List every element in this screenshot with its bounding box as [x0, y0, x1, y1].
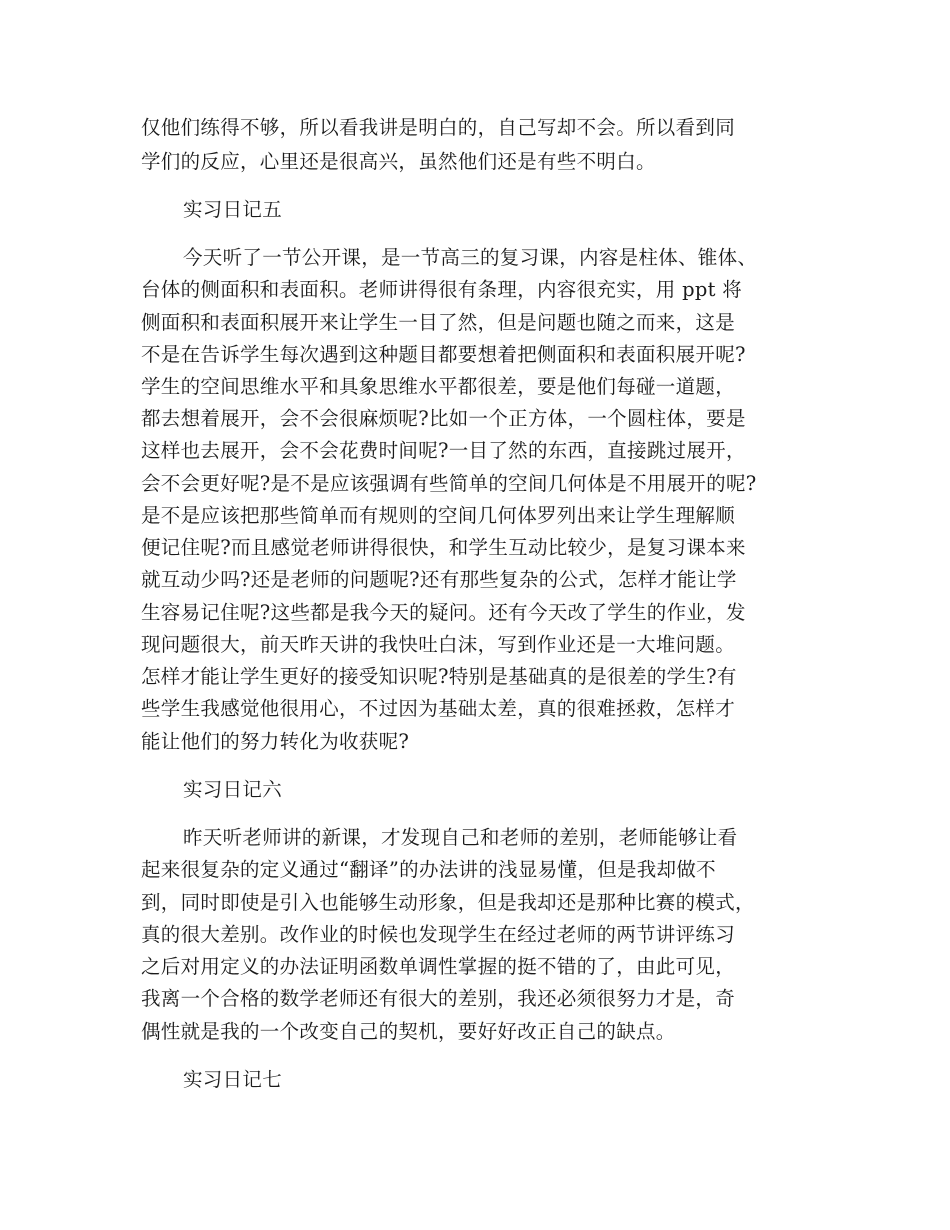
section-heading: 实习日记六 [183, 778, 283, 801]
text-line: 会不会更好呢?是不是应该强调有些简单的空间几何体是不用展开的呢? [141, 472, 757, 495]
text-line: 台体的侧面积和表面积。老师讲得很有条理，内容很充实，用 ppt 将 [141, 278, 743, 301]
text-line: 些学生我感觉他很用心，不过因为基础太差，真的很难拯救，怎样才 [141, 697, 736, 720]
text-line: 便记住呢?而且感觉老师讲得很快，和学生互动比较少，是复习课本来 [141, 536, 746, 559]
text-line: 不是在告诉学生每次遇到这种题目都要想着把侧面积和表面积展开呢? [141, 343, 746, 366]
text-line: 仅他们练得不够，所以看我讲是明白的，自己写却不会。所以看到同 [141, 116, 736, 139]
section-heading: 实习日记七 [183, 1068, 283, 1091]
text-line: 偶性就是我的一个改变自己的契机，要好好改正自己的缺点。 [141, 1020, 676, 1043]
text-line: 怎样才能让学生更好的接受知识呢?特别是基础真的是很差的学生?有 [141, 665, 737, 688]
text-line: 今天听了一节公开课，是一节高三的复习课，内容是柱体、锥体、 [183, 246, 758, 269]
section-heading: 实习日记五 [183, 198, 283, 221]
text-line: 之后对用定义的办法证明函数单调性掌握的挺不错的了，由此可见， [141, 955, 736, 978]
text-line: 真的很大差别。改作业的时候也发现学生在经过老师的两节讲评练习 [141, 923, 736, 946]
text-line: 侧面积和表面积展开来让学生一目了然，但是问题也随之而来，这是 [141, 311, 736, 334]
text-line: 学生的空间思维水平和具象思维水平都很差，要是他们每碰一道题， [141, 375, 736, 398]
text-line: 起来很复杂的定义通过“翻译”的办法讲的浅显易懂，但是我却做不 [141, 858, 716, 881]
text-line: 到，同时即使是引入也能够生动形象，但是我却还是那种比赛的模式， [141, 891, 755, 914]
text-line: 现问题很大，前天昨天讲的我快吐白沫，写到作业还是一大堆问题。 [141, 633, 736, 656]
text-line: 我离一个合格的数学老师还有很大的差别，我还必须很努力才是，奇 [141, 987, 736, 1010]
text-line: 昨天听老师讲的新课，才发现自己和老师的差别，老师能够让看 [183, 826, 738, 849]
text-line: 能让他们的努力转化为收获呢? [141, 730, 410, 753]
text-line: 就互动少吗?还是老师的问题呢?还有那些复杂的公式，怎样才能让学 [141, 568, 737, 591]
text-line: 都去想着展开，会不会很麻烦呢?比如一个正方体，一个圆柱体，要是 [141, 407, 746, 430]
text-line: 学们的反应，心里还是很高兴，虽然他们还是有些不明白。 [141, 150, 656, 173]
text-line: 是不是应该把那些简单而有规则的空间几何体罗列出来让学生理解顺 [141, 504, 736, 527]
text-line: 生容易记住呢?这些都是我今天的疑问。还有今天改了学生的作业，发 [141, 601, 746, 624]
text-line: 这样也去展开，会不会花费时间呢?一目了然的东西，直接跳过展开， [141, 439, 746, 462]
